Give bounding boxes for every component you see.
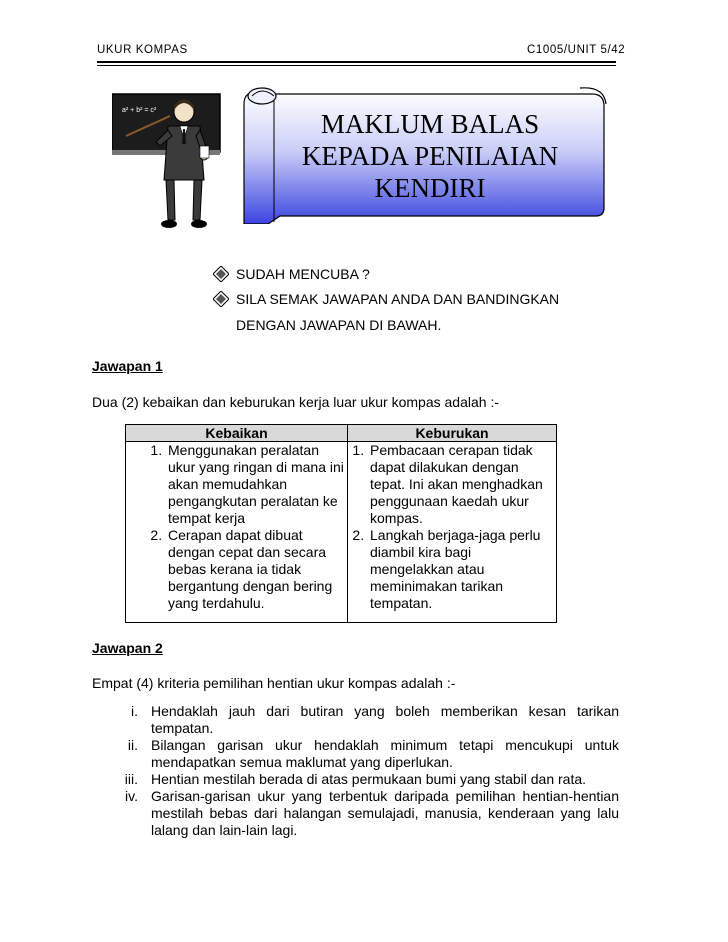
- list-item: [105, 737, 619, 771]
- diamond-bullet-icon: [213, 291, 229, 307]
- item-text: Bilangan garisan ukur hendaklah minimum tetapi mencukupi untuk mendapatkan semua maklumat yang diperlukan.: [151, 737, 619, 770]
- list-item: 2. Cerapan dapat dibuat dengan cepat dan secara bebas kerana ia tidak bergantung dengan bering yang terdahulu.: [166, 527, 347, 612]
- bullet-text: SUDAH MENCUBA ?: [236, 266, 370, 282]
- item-number: iv.: [125, 788, 138, 804]
- item-text: Hentian mestilah berada di atas permukaan bumi yang stabil dan rata.: [151, 771, 587, 787]
- jawapan-1-heading: Jawapan 1: [92, 358, 163, 374]
- item-number: i.: [131, 703, 138, 719]
- jawapan-2-intro: Empat (4) kriteria pemilihan hentian ukur kompas adalah :-: [92, 675, 456, 691]
- criteria-list: [105, 703, 619, 839]
- col-header-kebaikan: Kebaikan: [126, 425, 348, 442]
- header-rule-thin: [97, 65, 616, 66]
- bullet-text: SILA SEMAK JAWAPAN ANDA DAN BANDINGKAN: [236, 291, 560, 307]
- kebaikan-cell: [126, 442, 348, 623]
- title-line-2: KEPADA PENILAIAN: [301, 141, 559, 171]
- list-item: 1. Pembacaan cerapan tidak dapat dilakukan dengan tepat. Ini akan menghadkan penggunaan kaedah ukur kompas.: [368, 442, 550, 527]
- teacher-illustration: [112, 88, 232, 238]
- header-rule: [97, 61, 616, 63]
- page-header-code: C1005/UNIT 5/42: [527, 44, 626, 56]
- jawapan-1-intro: Dua (2) kebaikan dan keburukan kerja luar ukur kompas adalah :-: [92, 394, 500, 410]
- item-number: iii.: [124, 771, 138, 787]
- diamond-bullet-icon: [213, 266, 229, 282]
- col-header-keburukan: Keburukan: [348, 425, 557, 442]
- list-item: [105, 788, 619, 839]
- list-item: [105, 703, 619, 737]
- list-item: [105, 771, 619, 788]
- item-number: ii.: [127, 737, 138, 753]
- page-title: [280, 108, 580, 204]
- kebaikan-keburukan-table: [125, 424, 557, 623]
- keburukan-cell: [348, 442, 557, 623]
- chalkboard-text: a² + b² = c²: [122, 107, 157, 114]
- list-item: 2. Langkah berjaga-jaga perlu diambil kira bagi mengelakkan atau meminimakan tarikan tempatan.: [368, 527, 550, 612]
- page-header-title: UKUR KOMPAS: [97, 44, 188, 56]
- item-text: Hendaklah jauh dari butiran yang boleh memberikan kesan tarikan tempatan.: [151, 703, 619, 736]
- title-line-1: MAKLUM BALAS: [320, 109, 540, 139]
- item-text: Garisan-garisan ukur yang terbentuk daripada pemilihan hentian-hentian mestilah bebas dari halangan semulajadi, manusia, kenderaan yang lalu lalang dan lain-lain lagi.: [151, 788, 619, 838]
- list-item: 1. Menggunakan peralatan ukur yang ringan di mana ini akan memudahkan pengangkutan peralatan ke tempat kerja: [166, 442, 347, 527]
- jawapan-2-heading: Jawapan 2: [92, 640, 163, 656]
- bullet-text: DENGAN JAWAPAN DI BAWAH.: [236, 317, 442, 333]
- title-line-3: KENDIRI: [374, 173, 486, 203]
